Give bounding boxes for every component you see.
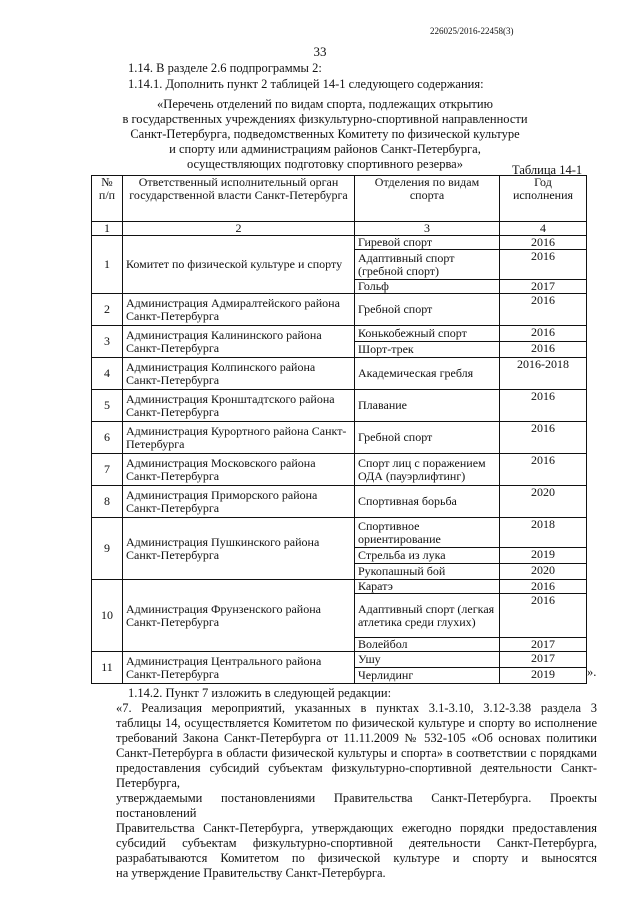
col-number: 1 [92,222,123,236]
dept-cell: Адаптивный спорт (гребной спорт) [355,250,500,280]
org-cell: Администрация Калининского района Санкт-Петербурга [123,326,355,358]
year-cell: 2016 [500,390,587,422]
paragraph-line: «7. Реализация мероприятий, указанных в пунктах 3.1-3.10, 3.12-3.38 раздела 3 [116,701,597,715]
page-number: 33 [313,44,327,59]
year-cell: 2019 [500,548,587,564]
year-cell: 2016 [500,342,587,358]
table-row [92,422,587,454]
header-num: № п/п [92,176,123,222]
col-number: 2 [123,222,355,236]
table-row [92,326,587,342]
dept-cell: Стрельба из лука [355,548,500,564]
year-cell: 2016 [500,326,587,342]
table-row [92,454,587,486]
paragraph-line: на утверждение Правительству Санкт-Петербурга. [116,866,386,880]
table-row [92,486,587,518]
dept-cell: Спортивная борьба [355,486,500,518]
table-row [92,294,587,326]
dept-cell: Спортивное ориентирование [355,518,500,548]
year-cell: 2017 [500,280,587,294]
row-number: 7 [92,454,123,486]
year-cell: 2016 [500,294,587,326]
dept-cell: Спорт лиц с поражением ОДА (пауэрлифтинг) [355,454,500,486]
header-org: Ответственный исполнительный орган государственной власти Санкт-Петербурга [123,176,355,222]
year-cell: 2020 [500,564,587,580]
header-year: Год исполнения [500,176,587,222]
org-cell: Администрация Колпинского района Санкт-Петербурга [123,358,355,390]
year-cell: 2016 [500,580,587,594]
org-cell: Администрация Кронштадтского района Санкт-Петербурга [123,390,355,422]
dept-cell: Плавание [355,390,500,422]
org-cell: Администрация Приморского района Санкт-Петербурга [123,486,355,518]
year-cell: 2020 [500,486,587,518]
document-number: 226025/2016-22458(3) [430,26,514,36]
table-row [92,652,587,668]
org-cell: Администрация Московского района Санкт-Петербурга [123,454,355,486]
row-number: 5 [92,390,123,422]
table-row [92,358,587,390]
paragraph-line: предоставления субсидий субъектам физкультурно-спортивной деятельности Санкт-Петербурга, [116,761,597,790]
dept-cell: Рукопашный бой [355,564,500,580]
year-cell: 2016 [500,594,587,638]
row-number: 8 [92,486,123,518]
year-cell: 2017 [500,652,587,668]
paragraph-line: Санкт-Петербурга в области физической культуры и спорта» в соответствии с порядками [116,746,597,760]
section-heading: 1.14.2. Пункт 7 изложить в следующей редакции: [128,686,392,700]
table-title-line: «Перечень отделений по видам спорта, подлежащих открытию [157,97,493,111]
org-cell: Администрация Фрунзенского района Санкт-Петербурга [123,580,355,652]
intro-line-1: 1.14. В разделе 2.6 подпрограммы 2: [128,61,322,75]
year-cell: 2017 [500,638,587,652]
row-number: 1 [92,236,123,294]
dept-cell: Волейбол [355,638,500,652]
table-row [92,580,587,594]
org-cell: Администрация Адмиралтейского района Санкт-Петербурга [123,294,355,326]
row-number: 11 [92,652,123,684]
table-title-line: осуществляющих подготовку спортивного резерва» [187,157,463,171]
table-title-line: Санкт-Петербурга, подведомственных Комитету по физической культуре [130,127,520,141]
sports-departments-table [91,175,587,684]
row-number: 4 [92,358,123,390]
col-number: 4 [500,222,587,236]
table-title-line: в государственных учреждениях физкультурно-спортивной направленности [122,112,528,126]
table-end-mark: ». [587,665,597,679]
row-number: 6 [92,422,123,454]
paragraph-line: субсидий субъектам физкультурно-спортивной деятельности Санкт-Петербурга, [116,836,597,850]
table-title-line: и спорту или администрациям районов Санкт-Петербурга, [169,142,481,156]
dept-cell: Шорт-трек [355,342,500,358]
org-cell: Администрация Пушкинского района Санкт-Петербурга [123,518,355,580]
year-cell: 2016 [500,250,587,280]
section-paragraph [116,701,597,881]
col-number: 3 [355,222,500,236]
table-title [110,97,540,172]
table-label: Таблица 14-1 [512,163,583,177]
year-cell: 2016 [500,422,587,454]
paragraph-line: таблицы 14, осуществляется Комитетом по физической культуре и спорту во исполнение [116,716,597,730]
year-cell: 2016 [500,236,587,250]
dept-cell: Гребной спорт [355,294,500,326]
dept-cell: Черлидинг [355,668,500,684]
table-row [92,236,587,250]
org-cell: Администрация Курортного района Санкт-Петербурга [123,422,355,454]
year-cell: 2016 [500,454,587,486]
year-cell: 2019 [500,668,587,684]
dept-cell: Конькобежный спорт [355,326,500,342]
org-cell: Комитет по физической культуре и спорту [123,236,355,294]
row-number: 10 [92,580,123,652]
dept-cell: Академическая гребля [355,358,500,390]
dept-cell: Гольф [355,280,500,294]
paragraph-line: разрабатываются Комитетом по физической культуре и спорту и выносятся [116,851,597,865]
org-cell: Администрация Центрального района Санкт-Петербурга [123,652,355,684]
row-number: 2 [92,294,123,326]
dept-cell: Ушу [355,652,500,668]
intro-line-2: 1.14.1. Дополнить пункт 2 таблицей 14-1 следующего содержания: [128,77,484,91]
dept-cell: Гребной спорт [355,422,500,454]
dept-cell: Адаптивный спорт (легкая атлетика среди глухих) [355,594,500,638]
header-dept: Отделения по видам спорта [355,176,500,222]
dept-cell: Гиревой спорт [355,236,500,250]
year-cell: 2016-2018 [500,358,587,390]
table-row [92,518,587,548]
table-row [92,390,587,422]
paragraph-line: Правительства Санкт-Петербурга, утверждающих ежегодно порядки предоставления [116,821,597,835]
row-number: 3 [92,326,123,358]
paragraph-line: утверждаемыми постановлениями Правительства Санкт-Петербурга. Проекты постановлений [116,791,597,820]
dept-cell: Каратэ [355,580,500,594]
row-number: 9 [92,518,123,580]
paragraph-line: требований Закона Санкт-Петербурга от 11.11.2009 № 532-105 «Об основах политики [116,731,597,745]
year-cell: 2018 [500,518,587,548]
